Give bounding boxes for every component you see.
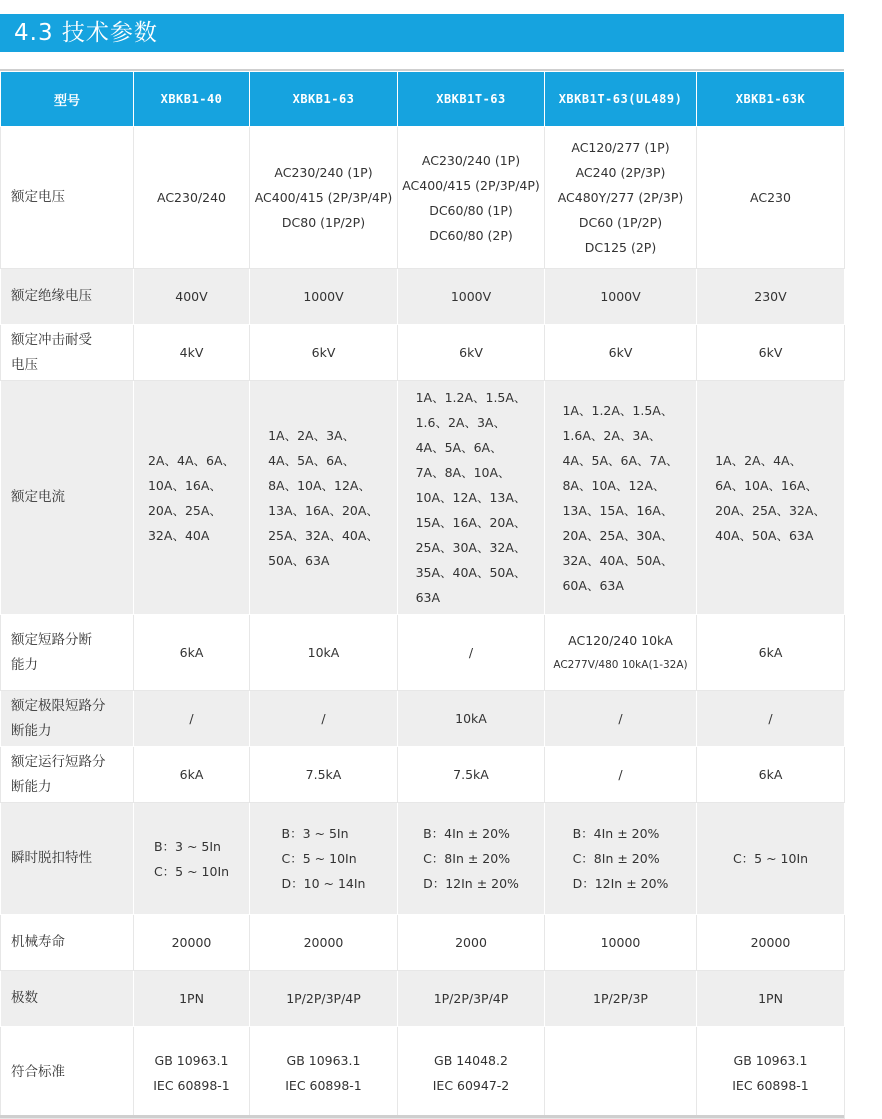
table-row [1,269,845,325]
cell-line: AC230/240 [157,190,226,205]
cell-lines [172,930,212,955]
cell-line: 20A、25A、 [147,502,222,518]
cell-lines [453,762,489,787]
cell-line: / [618,711,623,726]
row-label [1,615,134,691]
cell-line: 6kA [179,645,204,660]
cell-lines [758,986,783,1011]
row-label-line: 断能力 [11,778,52,795]
cell-line: AC230 [750,190,791,205]
cell-line: 4A、5A、6A、 [268,452,356,468]
cell-lines [189,706,193,731]
table-cell [545,127,697,269]
cell-line: GB 14048.2 [434,1052,508,1068]
table-cell [398,325,545,381]
cell-line: 32A、40A [147,527,210,543]
cell-lines [451,284,491,309]
cell-line: C：5 ~ 10In [732,851,809,866]
cell-line: C：8In ± 20% [423,851,511,866]
cell-lines [306,762,342,787]
table-row [1,381,845,615]
cell-lines [285,1048,362,1098]
cell-line: 10kA [455,711,487,726]
table-row [1,615,845,691]
cell-lines [469,640,473,665]
row-label [1,691,134,747]
cell-lines [759,762,783,787]
cell-line: / [468,645,474,660]
cell-line: 7.5kA [453,767,489,782]
table-row [1,1027,845,1119]
row-label-line: 额定极限短路分 [11,697,106,714]
row-label: 符合标准 [1,1027,134,1119]
cell-lines [562,398,678,598]
table-row [1,803,845,915]
table-cell [250,381,398,615]
cell-lines [455,706,487,731]
cell-line: / [189,711,194,726]
cell-line: 2A、4A、6A、 [147,452,235,468]
cell-line: B：4In ± 20% [423,826,510,841]
cell-line: 4A、5A、6A、7A、 [562,452,679,468]
table-cell [398,971,545,1027]
cell-line: 13A、16A、20A、 [268,502,379,518]
table-cell [250,747,398,803]
table-cell [398,269,545,325]
header-cell-xbkb1-63: XBKB1-63 [250,72,398,127]
cell-line: GB 10963.1 [733,1052,808,1068]
cell-line: 10A、12A、13A、 [415,490,527,505]
table-cell [697,1027,845,1119]
cell-line: 230V [754,289,787,304]
header-cell-xbkb1t-63: XBKB1T-63 [398,72,545,127]
cell-line: 1A、1.2A、1.5A、 [562,402,674,418]
cell-line: 6kA [758,767,783,782]
table-cell [545,381,697,615]
table-cell [697,615,845,691]
table-cell [545,747,697,803]
cell-lines [593,986,648,1011]
table-cell [250,325,398,381]
table-cell [697,971,845,1027]
cell-lines [601,930,641,955]
cell-line: IEC 60898-1 [285,1077,362,1093]
cell-line: AC400/415 (2P/3P/4P) [254,190,393,205]
table-cell [250,615,398,691]
table-cell [697,269,845,325]
cell-line: 1P/2P/3P/4P [433,991,509,1006]
header-cell-xbkb1-40: XBKB1-40 [134,72,250,127]
header-row [1,72,845,127]
table-cell [134,915,250,971]
table-row [1,915,845,971]
row-label-line: 能力 [11,656,38,673]
cell-line: 1.6A、2A、3A、 [562,427,662,443]
cell-lines [433,1048,510,1098]
cell-lines [175,284,207,309]
table-row [1,325,845,381]
cell-lines [312,340,336,365]
table-cell [398,915,545,971]
table-cell [697,915,845,971]
cell-lines [618,706,622,731]
cell-line: 20A、25A、30A、 [562,527,674,543]
cell-line: 6A、10A、16A、 [715,477,818,493]
cell-line: DC60/80 (2P) [429,227,513,243]
row-label: 额定电压 [1,127,134,269]
row-label: 极数 [1,971,134,1027]
table-cell [134,691,250,747]
cell-line: 6kV [758,345,783,360]
cell-line: 1A、1.2A、1.5A、 [415,390,527,405]
cell-line: AC277V/480 10kA(1-32A) [553,658,688,671]
cell-line: C：5 ~ 10In [281,851,357,866]
cell-lines [154,834,229,884]
table-cell [398,747,545,803]
cell-lines [609,340,633,365]
table-cell [134,1027,250,1119]
cell-line: 7A、8A、10A、 [415,465,511,480]
cell-line: 32A、40A、50A、 [562,552,674,568]
cell-lines [459,340,483,365]
cell-lines [148,448,235,548]
row-label-line: 额定运行短路分 [11,753,106,770]
cell-lines [768,706,772,731]
header-cell-xbkb1-63k: XBKB1-63K [697,72,845,127]
cell-line: 25A、32A、40A、 [268,527,379,543]
table-cell [134,269,250,325]
cell-line: 20A、25A、32A、 [715,502,826,518]
cell-line: IEC 60898-1 [732,1077,809,1093]
cell-lines [303,284,343,309]
cell-line: DC60 (1P/2P) [578,215,663,230]
cell-line: 15A、16A、20A、 [415,515,527,530]
cell-line: 4A、5A、6A、 [415,440,503,455]
table-cell [697,747,845,803]
cell-lines [553,628,687,678]
table-cell [697,127,845,269]
table-cell [697,325,845,381]
cell-line: 60A、63A [562,577,624,593]
cell-line: 6kV [608,345,633,360]
cell-line: 1PN [758,991,783,1006]
cell-line: 20000 [750,935,791,950]
table-cell [697,381,845,615]
section-title: 4.3 技术参数 [14,20,158,46]
cell-line: 10kA [307,645,340,660]
table-row [1,747,845,803]
cell-line: 20000 [171,935,212,950]
table-cell [250,127,398,269]
cell-lines [750,185,791,210]
cell-line: B：4In ± 20% [572,826,660,841]
cell-lines [282,821,366,896]
table-cell [250,691,398,747]
table-cell [545,971,697,1027]
cell-line: / [768,711,773,726]
cell-line: 20000 [303,935,344,950]
cell-lines [573,821,669,896]
cell-line: GB 10963.1 [286,1052,361,1068]
cell-lines [434,986,509,1011]
table-cell [545,915,697,971]
table-cell [398,127,545,269]
cell-line: 6kV [459,345,483,360]
cell-lines [759,640,783,665]
cell-lines [759,340,783,365]
row-label [1,747,134,803]
cell-line: 1.6、2A、3A、 [415,415,506,430]
table-cell [134,747,250,803]
table-cell [697,803,845,915]
cell-line: 1PN [179,991,204,1006]
cell-lines [402,148,540,248]
cell-lines [732,1048,809,1098]
row-label [1,325,134,381]
cell-lines [416,385,527,610]
cell-lines [268,423,379,573]
row-label-line: 电压 [11,356,38,373]
cell-line: AC230/240 (1P) [421,152,521,168]
table-cell [250,269,398,325]
cell-line: DC60/80 (1P) [429,202,513,218]
cell-line: 35A、40A、50A、 [415,565,527,580]
table-cell [545,325,697,381]
table-cell [398,803,545,915]
cell-line: AC120/277 (1P) [571,140,670,155]
table-cell [545,1027,697,1119]
cell-line: 40A、50A、63A [715,527,814,543]
table-cell [545,615,697,691]
cell-line: 1000V [450,289,492,304]
cell-line: 400V [175,289,208,304]
header-cell-model: 型号 [1,72,134,127]
cell-line: 25A、30A、32A、 [415,540,527,555]
table-cell [398,615,545,691]
table-cell [134,127,250,269]
cell-line: D：12In ± 20% [423,876,519,891]
cell-line: C：5 ~ 10In [153,863,230,879]
cell-lines [715,448,826,548]
table-cell [134,325,250,381]
cell-line: IEC 60898-1 [153,1077,230,1093]
table-cell [134,381,250,615]
table-cell [398,1027,545,1119]
cell-line: 2000 [455,935,487,950]
cell-line: AC240 (2P/3P) [575,165,666,180]
cell-lines [423,821,519,896]
cell-line: C：8In ± 20% [572,851,660,866]
cell-line: 1000V [303,289,344,304]
cell-line: IEC 60947-2 [432,1077,510,1093]
cell-lines [180,340,204,365]
cell-line: / [321,711,326,726]
cell-lines [255,160,393,235]
cell-line: 6kA [179,767,204,782]
table-cell [250,803,398,915]
cell-lines [286,986,361,1011]
cell-lines [180,640,204,665]
table-cell [398,381,545,615]
cell-line: 8A、10A、12A、 [268,477,371,493]
cell-line: 63A [415,590,441,605]
table-cell [697,691,845,747]
cell-line: AC480Y/277 (2P/3P) [557,190,684,205]
cell-line: 1A、2A、4A、 [715,452,803,468]
table-cell [250,1027,398,1119]
table-cell [250,915,398,971]
cell-line: 7.5kA [305,767,342,782]
row-label: 额定绝缘电压 [1,269,134,325]
cell-line: 1A、2A、3A、 [268,427,356,443]
cell-line: D：10 ~ 14In [281,876,366,891]
table-cell [134,803,250,915]
cell-line: 1000V [600,289,641,304]
spec-table [0,71,845,1119]
cell-line: 50A、63A [268,552,330,568]
cell-line: D：12In ± 20% [572,876,669,891]
table-row [1,127,845,269]
cell-lines [180,762,204,787]
table-cell [398,691,545,747]
cell-lines [153,1048,230,1098]
row-label-line: 额定短路分断 [11,631,92,648]
cell-lines [600,284,640,309]
cell-line: DC80 (1P/2P) [281,215,366,230]
cell-line: B：3 ~ 5In [153,838,221,854]
row-label-line: 断能力 [11,722,52,739]
cell-line: 8A、10A、12A、 [562,477,666,493]
table-cell [134,971,250,1027]
cell-lines [558,135,684,260]
table-cell [134,615,250,691]
cell-lines [455,930,487,955]
section-title-bar [0,14,844,52]
cell-line: 10000 [600,935,641,950]
row-label-line: 额定冲击耐受 [11,331,92,348]
cell-line: AC230/240 (1P) [274,165,373,180]
cell-line: 1P/2P/3P [593,991,648,1006]
bottom-divider [0,1115,844,1118]
cell-line: 1P/2P/3P/4P [286,991,361,1006]
cell-line: 6kV [311,345,336,360]
cell-line: AC120/240 10kA [568,632,673,648]
cell-line: 13A、15A、16A、 [562,502,674,518]
cell-lines [179,986,204,1011]
cell-lines [751,930,791,955]
cell-lines [157,185,226,210]
cell-lines [308,640,340,665]
row-label: 机械寿命 [1,915,134,971]
table-row [1,691,845,747]
cell-line: GB 10963.1 [154,1052,229,1068]
table-cell [545,803,697,915]
cell-line: DC125 (2P) [584,240,657,255]
table-row [1,971,845,1027]
row-label: 额定电流 [1,381,134,615]
table-cell [545,691,697,747]
cell-lines [733,846,808,871]
cell-line: / [618,767,623,782]
header-cell-xbkb1t-63-ul489: XBKB1T-63(UL489) [545,72,697,127]
cell-line: B：3 ~ 5In [281,826,349,841]
cell-lines [304,930,344,955]
cell-lines [754,284,786,309]
table-cell [250,971,398,1027]
cell-line: 4kV [179,345,204,360]
cell-line: 6kA [758,645,783,660]
table-cell [545,269,697,325]
cell-line: AC400/415 (2P/3P/4P) [402,177,540,193]
cell-lines [618,762,622,787]
cell-line: 10A、16A、 [147,477,222,493]
cell-lines [321,706,325,731]
row-label: 瞬时脱扣特性 [1,803,134,915]
